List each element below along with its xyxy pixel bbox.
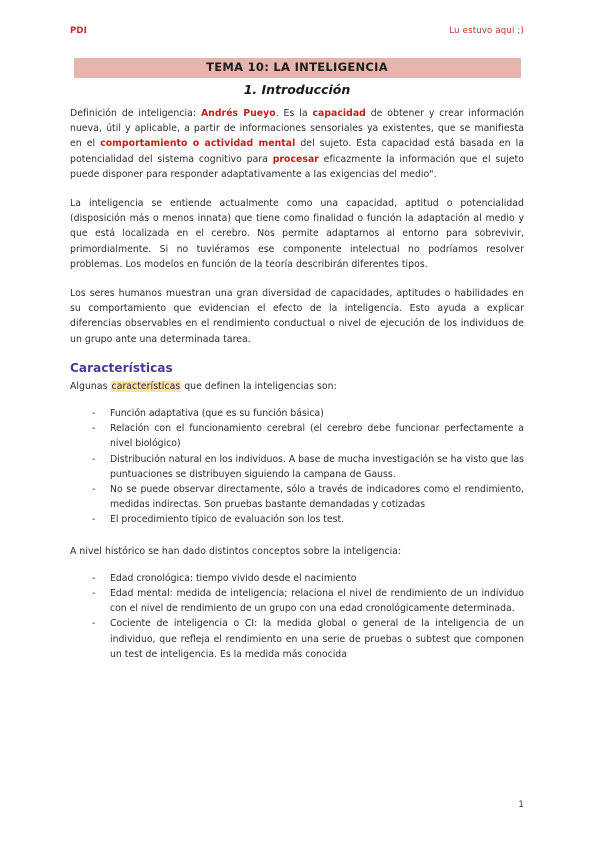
list-conceptos-historicos [70, 571, 524, 662]
emphasis-procesar: procesar [272, 153, 319, 165]
list-item: - Distribución natural en los individuos. A base de mucha investigación se ha visto que las puntuaciones se distribuyen siguiendo la campana de Gauss. [70, 452, 524, 482]
header-note-label: Lu estuvo aquí ;) [449, 26, 524, 36]
list-item: - Relación con el funcionamiento cerebral (el cerebro debe funcionar perfectamente a nivel biológico) [70, 421, 524, 451]
paragraph-definition [70, 106, 524, 182]
page-number: 1 [518, 800, 524, 810]
text-run: de obtener y crear información nueva, útil y aplicable, a partir de informaciones sensoriales ya existentes, que se manifiesta en el [70, 108, 525, 150]
emphasis-comportamiento: comportamiento o actividad mental [100, 138, 296, 150]
text-run: Definición de inteligencia: [70, 108, 201, 119]
highlighted-term-caracteristicas: características [111, 380, 181, 392]
emphasis-capacidad: capacidad [312, 108, 366, 119]
list-item: - No se puede observar directamente, sólo a través de indicadores como el rendimiento, medidas indirectas. Son pruebas bastante demandadas y cotizadas [70, 482, 524, 512]
text-run: que definen la inteligencias son: [181, 380, 337, 392]
list-item: - Función adaptativa (que es su función básica) [70, 406, 524, 421]
heading-caracteristicas: Características [70, 360, 173, 375]
section-spacer [70, 530, 524, 544]
text-run: del sujeto. Esta capacidad está basada en la potencialidad del sistema cognitivo para [70, 138, 524, 165]
text-run: Algunas [70, 380, 111, 392]
paragraph-caracteristicas-intro [70, 379, 524, 394]
header-subject-label: PDI [70, 26, 88, 36]
paragraph-definicion-actual: La inteligencia se entiende actualmente como una capacidad, aptitud o potencialidad (disposición más o menos innata) que tiene como finalidad o función la adaptación al medio y que está localizada en el cerebro. Nos permite adaptarnos al entorno para sobrevivir, primordialmente. Si no tuviéramos ese componente intelectual no podríamos resolver problemas. Los modelos en función de la teoría describirán diferentes tipos. [70, 198, 524, 270]
running-header [70, 26, 524, 38]
paragraph-historico-intro: A nivel histórico se han dado distintos conceptos sobre la inteligencia: [70, 545, 402, 557]
paragraph-diversidad: Los seres humanos muestran una gran diversidad de capacidades, aptitudes o habilidades en su comportamiento que evidencian el efecto de la inteligencia. Esto ayuda a explicar diferencias observables en el rendimiento conductual o nivel de ejecución de los individuos de un grupo ante una determinada tarea. [70, 288, 524, 345]
list-item: - Cociente de inteligencia o CI: la medida global o general de la inteligencia de un individuo, que refleja el rendimiento en una serie de pruebas o subtest que componen un test de inteligencia. Es la medida más conocida [70, 616, 524, 662]
list-item: - Edad cronológica: tiempo vivido desde el nacimiento [70, 571, 524, 586]
page-title: TEMA 10: LA INTELIGENCIA [74, 58, 521, 78]
list-item: - Edad mental: medida de inteligencia; relaciona el nivel de rendimiento de un individuo con el nivel de rendimiento de un grupo con una edad cronológicamente determinada. [70, 586, 524, 616]
list-item: - El procedimiento típico de evaluación son los test. [70, 512, 524, 527]
list-caracteristicas [70, 406, 524, 528]
page-subtitle: 1. Introducción [243, 82, 351, 97]
emphasis-author: Andrés Pueyo [200, 108, 276, 119]
text-run: . Es la [275, 108, 313, 119]
text-run: eficazmente la información que el sujeto puede disponer para responder adaptativamente a las exigencias del medio". [70, 153, 524, 180]
